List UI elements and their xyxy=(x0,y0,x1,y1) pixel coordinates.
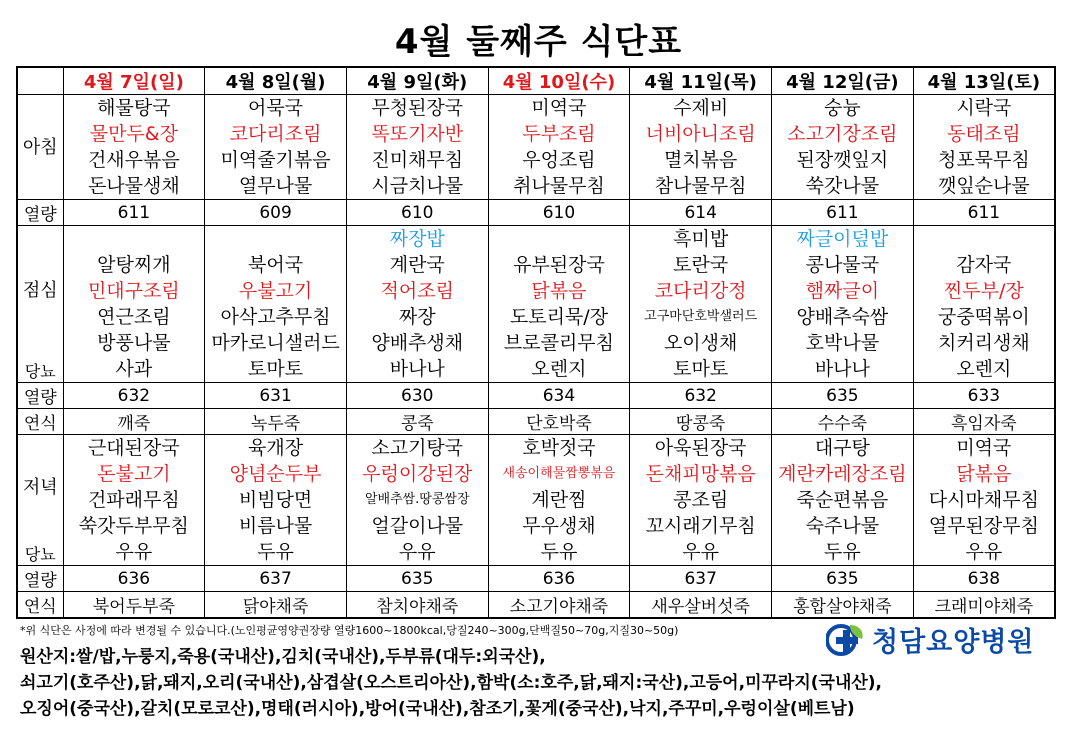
menu-item: 감자국 xyxy=(956,254,1012,276)
page-title: 4월 둘째주 식단표 xyxy=(394,22,683,62)
calories-label: 열량 xyxy=(17,200,63,226)
menu-item: 북어국 xyxy=(248,254,304,276)
kcal-value: 631 xyxy=(205,383,347,409)
menu-item: 두부조림 xyxy=(522,123,596,145)
soft-food-label: 연식 xyxy=(17,592,63,619)
kcal-value: 611 xyxy=(772,200,914,226)
menu-item: 햄짜글이 xyxy=(805,280,880,302)
menu-item: 우불고기 xyxy=(238,280,313,302)
menu-item: 쑥갓나물 xyxy=(805,175,880,197)
menu-item: 숭늉 xyxy=(824,97,861,119)
kcal-value: 611 xyxy=(913,200,1055,226)
menu-item: 깻잎순나물 xyxy=(937,175,1030,197)
day-header: 4월 13일(토) xyxy=(913,67,1055,95)
menu-item: 동태조림 xyxy=(947,123,1021,145)
day-header: 4월 11일(목) xyxy=(630,67,772,95)
dinner-label: 저녁 당뇨 xyxy=(17,435,63,566)
menu-item: 무청된장국 xyxy=(371,97,464,119)
menu-item: 미역국 xyxy=(531,97,587,119)
breakfast-cell xyxy=(630,95,772,200)
menu-item: 돈채피망볶음 xyxy=(645,463,756,485)
menu-item: 치커리생채 xyxy=(937,332,1030,354)
soft-food-value: 땅콩죽 xyxy=(630,409,772,435)
menu-item xyxy=(914,226,1054,252)
menu-item: 건파래무침 xyxy=(87,489,180,511)
lunch-cell xyxy=(488,226,630,383)
menu-item: 바나나 xyxy=(814,358,870,380)
menu-item: 양배추숙쌈 xyxy=(796,306,889,328)
menu-item: 미역국 xyxy=(956,437,1012,459)
calories-label: 열량 xyxy=(17,383,63,409)
menu-item: 물만두&장 xyxy=(89,123,178,145)
soft-food-value: 크래미야채죽 xyxy=(913,592,1055,619)
menu-item: 건새우볶음 xyxy=(87,149,180,171)
menu-item: 민대구조림 xyxy=(87,280,180,302)
breakfast-label: 아침 xyxy=(17,95,63,200)
menu-item: 호박나물 xyxy=(805,332,880,354)
menu-item: 꼬시래기무침 xyxy=(645,515,756,537)
menu-item xyxy=(205,226,346,252)
menu-item: 짜장 xyxy=(398,306,436,328)
kcal-value: 610 xyxy=(488,200,630,226)
dinner-cell xyxy=(630,435,772,566)
day-header: 4월 10일(수) xyxy=(488,67,630,95)
lunch-cell xyxy=(346,226,488,383)
soft-food-value: 수수죽 xyxy=(772,409,914,435)
kcal-value: 609 xyxy=(205,200,347,226)
lunch-row xyxy=(17,226,1055,383)
menu-item xyxy=(64,226,205,252)
kcal-value: 634 xyxy=(488,383,630,409)
origin-line: 오징어(중국산),갈치(모로코산),명태(러시아),방어(국내산),참조기,꽃게(중국산),낙지,주꾸미,우렁이살(베트남) xyxy=(20,699,855,719)
lunch-cell xyxy=(772,226,914,383)
soft-food-value: 새우살버섯죽 xyxy=(630,592,772,619)
menu-item: 아삭고추무침 xyxy=(220,306,331,328)
breakfast-kcal-row xyxy=(17,200,1055,226)
menu-item: 콩조림 xyxy=(673,489,729,511)
menu-item: 우유 xyxy=(398,541,436,563)
menu-item: 얼갈이나물 xyxy=(371,515,464,537)
menu-item: 우렁이강된장 xyxy=(362,463,473,485)
menu-item: 닭볶음 xyxy=(956,463,1012,485)
menu-item: 양념순두부 xyxy=(229,463,322,485)
menu-item: 마카로니샐러드 xyxy=(211,332,340,354)
lunch-kcal-row xyxy=(17,383,1055,409)
menu-item: 우유 xyxy=(682,541,720,563)
dinner-cell xyxy=(488,435,630,566)
menu-item: 진미채무침 xyxy=(371,149,464,171)
dinner-cell xyxy=(772,435,914,566)
soft-food-value: 깨죽 xyxy=(63,409,205,435)
dinner-row xyxy=(17,435,1055,566)
menu-item: 무우생채 xyxy=(522,515,596,537)
menu-item: 똑또기자반 xyxy=(371,123,464,145)
lunch-cell xyxy=(63,226,205,383)
menu-item: 사과 xyxy=(115,358,153,380)
menu-item: 두유 xyxy=(540,541,578,563)
day-header: 4월 9일(화) xyxy=(346,67,488,95)
menu-item: 코다리강정 xyxy=(654,280,747,302)
menu-item: 연근조림 xyxy=(97,306,171,328)
menu-item: 방풍나물 xyxy=(97,332,171,354)
menu-item: 두유 xyxy=(824,541,861,563)
menu-item: 토마토 xyxy=(673,358,729,380)
lunch-soft-row xyxy=(17,409,1055,435)
kcal-value: 630 xyxy=(346,383,488,409)
kcal-value: 636 xyxy=(488,566,630,592)
menu-item: 어묵국 xyxy=(248,97,304,119)
soft-food-value: 홍합살야채죽 xyxy=(772,592,914,619)
menu-item: 알배추쌈.땅콩쌈장 xyxy=(364,492,470,507)
menu-item: 두유 xyxy=(257,541,294,563)
lunch-cell xyxy=(205,226,347,383)
menu-item: 숙주나물 xyxy=(805,515,880,537)
corner-cell xyxy=(17,67,63,95)
menu-item: 수제비 xyxy=(673,97,729,119)
soft-food-label: 연식 xyxy=(17,409,63,435)
menu-item: 고구마단호박샐러드 xyxy=(644,309,758,324)
menu-item: 아욱된장국 xyxy=(654,437,747,459)
menu-item: 닭볶음 xyxy=(531,280,587,302)
soft-food-value: 단호박죽 xyxy=(488,409,630,435)
menu-item: 소고기탕국 xyxy=(371,437,464,459)
menu-item: 참나물무침 xyxy=(654,175,747,197)
day-header: 4월 12일(금) xyxy=(772,67,914,95)
lunch-cell xyxy=(630,226,772,383)
menu-item: 궁중떡볶이 xyxy=(937,306,1030,328)
menu-item: 돈불고기 xyxy=(97,463,171,485)
menu-item: 짜글이덮밥 xyxy=(796,228,889,250)
menu-item: 육개장 xyxy=(248,437,304,459)
menu-item: 비름나물 xyxy=(238,515,313,537)
menu-item: 계란찜 xyxy=(531,489,587,511)
menu-item: 적어조림 xyxy=(380,280,454,302)
menu-item: 호박젓국 xyxy=(522,437,596,459)
menu-item: 대구탕 xyxy=(814,437,870,459)
menu-item: 너비아니조림 xyxy=(645,123,756,145)
menu-item: 쑥갓두부무침 xyxy=(78,515,189,537)
soft-food-value: 소고기야채죽 xyxy=(488,592,630,619)
day-header-row xyxy=(17,67,1055,95)
breakfast-cell xyxy=(346,95,488,200)
menu-item: 새송이해물짬뽕볶음 xyxy=(502,466,616,481)
dinner-soft-row xyxy=(17,592,1055,619)
soft-food-value: 참치야채죽 xyxy=(346,592,488,619)
dinner-cell xyxy=(913,435,1055,566)
menu-item: 멸치볶음 xyxy=(663,149,738,171)
kcal-value: 637 xyxy=(630,566,772,592)
menu-item: 계란카레장조림 xyxy=(778,463,907,485)
menu-item: 취나물무침 xyxy=(513,175,605,197)
origin-line: 쇠고기(호주산),닭,돼지,오리(국내산),삼겹살(오스트리아산),함박(소:호주,닭,돼지:국산),고등어,미꾸라지(국내산), xyxy=(20,673,883,693)
menu-item: 근대된장국 xyxy=(87,437,180,459)
soft-food-value: 녹두죽 xyxy=(205,409,347,435)
soft-food-value: 닭야채죽 xyxy=(205,592,347,619)
soft-food-value: 북어두부죽 xyxy=(63,592,205,619)
calories-label: 열량 xyxy=(17,566,63,592)
kcal-value: 635 xyxy=(772,566,914,592)
menu-item: 돈나물생채 xyxy=(87,175,180,197)
menu-item: 코다리조림 xyxy=(229,123,322,145)
menu-item: 토란국 xyxy=(673,254,729,276)
menu-item xyxy=(489,226,630,252)
menu-item: 비빔당면 xyxy=(238,489,313,511)
hospital-logo xyxy=(826,620,1035,659)
kcal-value: 632 xyxy=(63,383,205,409)
kcal-value: 638 xyxy=(913,566,1055,592)
breakfast-cell xyxy=(205,95,347,200)
kcal-value: 635 xyxy=(772,383,914,409)
kcal-value: 610 xyxy=(346,200,488,226)
breakfast-cell xyxy=(488,95,630,200)
menu-item: 시락국 xyxy=(956,97,1012,119)
cross-leaf-logo-icon xyxy=(826,623,866,657)
menu-item: 우유 xyxy=(965,541,1003,563)
menu-item: 열무된장무침 xyxy=(928,515,1039,537)
kcal-value: 632 xyxy=(630,383,772,409)
menu-item: 열무나물 xyxy=(238,175,313,197)
lunch-label: 점심 당뇨 xyxy=(17,226,63,383)
nutrition-note: *위 식단은 사정에 따라 변경될 수 있습니다.(노인평균영양권장량 열량1600~1800kcal,당질240~300g,단백질50~70g,지질30~50g) xyxy=(20,624,679,637)
menu-item: 우엉조림 xyxy=(522,149,596,171)
menu-item: 짜장밥 xyxy=(389,228,445,250)
dinner-cell xyxy=(346,435,488,566)
menu-item: 바나나 xyxy=(389,358,445,380)
menu-item: 흑미밥 xyxy=(673,228,729,250)
menu-item: 계란국 xyxy=(389,254,445,276)
menu-item: 된장깻잎지 xyxy=(796,149,889,171)
menu-item: 토마토 xyxy=(248,358,304,380)
kcal-value: 611 xyxy=(63,200,205,226)
soft-food-value: 흑임자죽 xyxy=(913,409,1055,435)
menu-item: 오렌지 xyxy=(956,358,1012,380)
menu-item: 도토리묵/장 xyxy=(509,306,609,328)
breakfast-cell xyxy=(772,95,914,200)
origin-line: 원산지:쌀/밥,누룽지,죽용(국내산),김치(국내산),두부류(대두:외국산), xyxy=(20,647,546,667)
menu-item: 미역줄기볶음 xyxy=(220,149,331,171)
menu-item: 콩나물국 xyxy=(805,254,880,276)
kcal-value: 637 xyxy=(205,566,347,592)
dinner-cell xyxy=(205,435,347,566)
menu-item: 우유 xyxy=(115,541,153,563)
day-header: 4월 8일(월) xyxy=(205,67,347,95)
menu-item: 오이생채 xyxy=(663,332,738,354)
breakfast-cell xyxy=(63,95,205,200)
menu-item: 오렌지 xyxy=(531,358,587,380)
menu-item: 찐두부/장 xyxy=(943,280,1024,302)
menu-table xyxy=(16,66,1056,619)
menu-item: 시금치나물 xyxy=(371,175,464,197)
dinner-cell xyxy=(63,435,205,566)
menu-item: 유부된장국 xyxy=(513,254,605,276)
menu-item: 알탕찌개 xyxy=(97,254,171,276)
kcal-value: 633 xyxy=(913,383,1055,409)
menu-item: 다시마채무침 xyxy=(928,489,1039,511)
menu-item: 소고기장조림 xyxy=(787,123,898,145)
lunch-cell xyxy=(913,226,1055,383)
soft-food-value: 콩죽 xyxy=(346,409,488,435)
dinner-kcal-row xyxy=(17,566,1055,592)
kcal-value: 636 xyxy=(63,566,205,592)
day-header: 4월 7일(일) xyxy=(63,67,205,95)
menu-item: 해물탕국 xyxy=(97,97,171,119)
menu-item: 브로콜리무침 xyxy=(503,332,615,354)
menu-item: 청포묵무침 xyxy=(937,149,1030,171)
menu-item: 양배추생채 xyxy=(371,332,464,354)
menu-item: 죽순편볶음 xyxy=(796,489,889,511)
breakfast-cell xyxy=(913,95,1055,200)
kcal-value: 614 xyxy=(630,200,772,226)
breakfast-row xyxy=(17,95,1055,200)
hospital-name: 청담요양병원 xyxy=(872,627,1035,658)
kcal-value: 635 xyxy=(346,566,488,592)
